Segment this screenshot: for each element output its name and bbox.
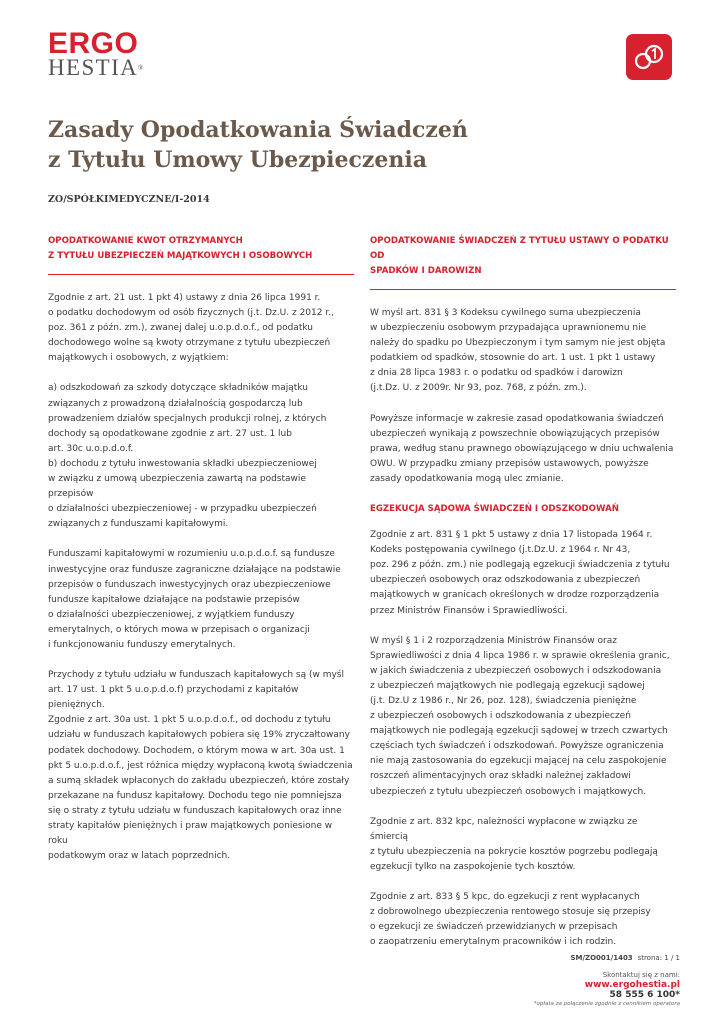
- section-heading-court-enforcement: EGZEKUCJA SĄDOWA ŚWIADCZEŃ I ODSZKODOWAŃ: [370, 504, 619, 515]
- title-line-1: Zasady Opodatkowania Świadczeń: [48, 117, 468, 143]
- section-divider: [370, 289, 676, 290]
- paragraph: Zgodnie z art. 833 § 5 kpc, do egzekucji z rent wypłacanych z dobrowolnego ubezpieczenia rentowego stosuje się przepisy o egzekucji ze świadczeń przewidzianych w przepisach o zaopatrzeniu emerytalnym pracowników i ich rodzin.: [370, 892, 651, 948]
- title-line-2: z Tytułu Umowy Ubezpieczenia: [48, 147, 427, 173]
- footer-note: *opłata za połączenie zgodnie z cennikiem operatora: [533, 1001, 680, 1007]
- footer-contact-label: Skontaktuj się z nami:: [602, 971, 680, 979]
- coins-badge: [626, 34, 672, 80]
- ergo-hestia-logo: [48, 27, 145, 80]
- footer-phone: 58 555 6 100*: [609, 990, 680, 1000]
- paragraph: Zgodnie z art. 831 § 1 pkt 5 ustawy z dnia 17 listopada 1964 r. Kodeks postępowania cywilnego (j.t.Dz.U. z 1964 r. Nr 43, poz. 296 z późn. zm.) nie podlegają egzekucji świadczenia z tytułu ubezpieczeń osobowych oraz odszkodowania z ubezpieczeń majątkowych w granicach określonych w drodze rozporządzenia przez Ministrów Finansów i Sprawiedliwości.: [370, 530, 670, 616]
- paragraph: W myśl § 1 i 2 rozporządzenia Ministrów Finansów oraz Sprawiedliwości z dnia 4 lipca 1986 r. w sprawie określenia granic, w jakich świadczenia z ubezpieczeń osobowych i odszkodowania z ubezpieczeń majątkowych nie podlegają egzekucji sądowej (j.t. Dz.U z 1986 r., Nr 26, poz. 128), świadczenia pieniężne z ubezpieczeń osobowych i odszkodowania z ubezpieczeń majątkowych nie podlegają egzekucji sądowej w trzech czwartych częściach tych świadczeń i odszkodowań. Powyższe ograniczenia nie mają zastosowania do egzekucji mającej na celu zaspokojenie roszczeń alimentacyjnych oraz składki należnej zakładowi ubezpieczeń z tytułu ubezpieczeń osobowych i majątkowych.: [370, 635, 670, 797]
- left-column: [48, 234, 354, 879]
- footer-page-number: strona: 1 / 1: [637, 954, 680, 962]
- footer-website-link[interactable]: www.ergohestia.pl: [584, 980, 680, 990]
- footer-doc-code: SM/ZO001/1403: [570, 954, 633, 962]
- paragraph: Zgodnie z art. 832 kpc, należności wypłacone w związku ze śmiercią z tytułu ubezpieczenia na pokrycie kosztów pogrzebu podlegają egzekucji tylko na zaspokojenie tych kosztów.: [370, 816, 658, 872]
- paragraph: Przychody z tytułu udziału w funduszach kapitałowych są (w myśl art. 17 ust. 1 pkt 5 u.o.p.d.o.f) przychodami z kapitałów pieniężnych. Zgodnie z art. 30a ust. 1 pkt 5 u.o.p.d.o.f., od dochodu z tytułu udziału w funduszach kapitałowych pobiera się 19% zryczałtowany podatek dochodowy. Dochodem, o którym mowa w art. 30a ust. 1 pkt 5 u.o.p.d.o.f., jest różnica między wypłaconą kwotą świadczenia a sumą składek wpłaconych do zakładu ubezpieczeń, które zostały przekazane na fundusz kapitałowy. Dochodu tego nie pomniejsza się o straty z tytułu udziału w funduszach kapitałowych oraz inne straty kapitałów pieniężnych i praw majątkowych poniesione w roku podatkowym oraz w latach poprzednich.: [48, 670, 353, 862]
- paragraph: Funduszami kapitałowymi w rozumieniu u.o.p.d.o.f. są fundusze inwestycyjne oraz fundusze zagraniczne działające na podstawie przepisów o funduszach inwestycyjnych oraz ubezpieczeniowe fundusze kapitałowe działające na podstawie przepisów o działalności ubezpieczeniowej, z wyjątkiem funduszy emerytalnych, o których mowa w przepisach o organizacji i funkcjonowaniu funduszy emerytalnych.: [48, 549, 341, 650]
- logo-ergo: ERGO: [48, 27, 139, 60]
- right-column: [370, 234, 676, 965]
- section-divider: [48, 274, 354, 275]
- section-heading-taxation-amounts: OPODATKOWANIE KWOT OTRZYMANYCH Z TYTUŁU UBEZPIECZEŃ MAJĄTKOWYCH I OSOBOWYCH: [48, 236, 313, 261]
- paragraph: Powyższe informacje w zakresie zasad opodatkowania świadczeń ubezpieczeń wynikają z powszechnie obowiązujących przepisów prawa, według stanu prawnego obowiązującego w dniu uchwalenia OWU. W przypadku zmiany przepisów ustawowych, powyższe zasady opodatkowania mogą ulec zmianie.: [370, 413, 674, 484]
- logo-hestia: [48, 57, 145, 79]
- paragraph: W myśl art. 831 § 3 Kodeksu cywilnego suma ubezpieczenia w ubezpieczeniu osobowym przypadająca uprawnionemu nie należy do spadku po Ubezpieczonym i tym samym nie jest objęta podatkiem od spadków, stosownie do art. 1 ust. 1 pkt 1 ustawy z dnia 28 lipca 1983 r. o podatku od spadków i darowizn (j.t.Dz. U. z 2009r. Nr 93, poz. 768, z późn. zm.).: [370, 308, 666, 394]
- section-heading-inheritance-tax: OPODATKOWANIE ŚWIADCZEŃ Z TYTUŁU USTAWY O PODATKU OD SPADKÓW I DAROWIZN: [370, 236, 669, 276]
- document-code: ZO/SPÓŁKIMEDYCZNE/I-2014: [48, 194, 210, 205]
- registered-mark: ®: [138, 64, 145, 72]
- paragraph: Zgodnie z art. 21 ust. 1 pkt 4) ustawy z dnia 26 lipca 1991 r. o podatku dochodowym od osób fizycznych (j.t. Dz.U. z 2012 r., poz. 361 z późn. zm.), zwanej dalej u.o.p.d.o.f., od podatku dochodowego wolne są kwoty otrzymane z tytułu ubezpieczeń majątkowych i osobowych, z wyjątkiem:: [48, 293, 334, 364]
- footer-doc-info: [570, 954, 680, 962]
- coins-icon: [626, 34, 672, 80]
- paragraph: a) odszkodowań za szkody dotyczące składników majątku związanych z prowadzoną działalnością gospodarczą lub prowadzeniem działów specjalnych produkcji rolnej, z których dochody są opodatkowane zgodnie z art. 27 ust. 1 lub art. 30c u.o.p.d.o.f. b) dochodu z tytułu inwestowania składki ubezpieczeniowej w związku z umową ubezpieczenia zawartą na podstawie przepisów o działalności ubezpieczeniowej - w przypadku ubezpieczeń związanych z funduszami kapitałowymi.: [48, 383, 327, 530]
- page-title: [48, 115, 468, 175]
- logo-hestia-text: HESTIA: [48, 55, 139, 80]
